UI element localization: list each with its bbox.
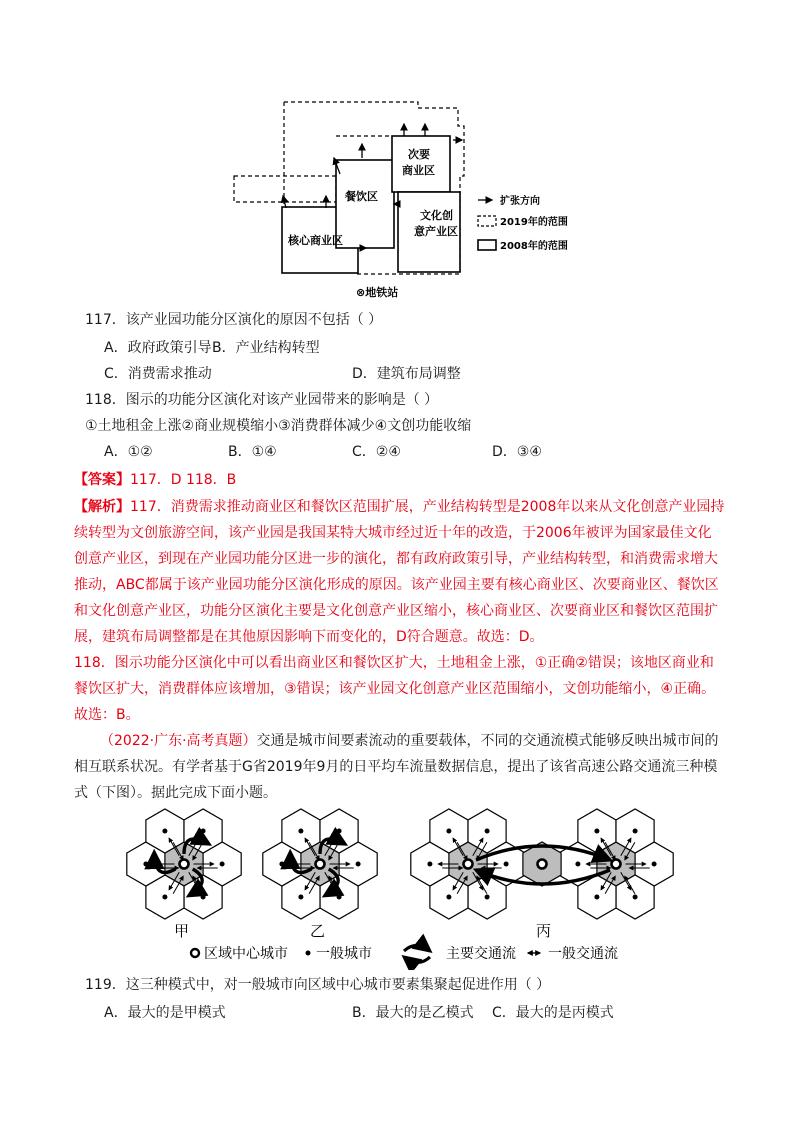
q117-stem: 117．该产业园功能分区演化的原因不包括（ ） bbox=[85, 312, 383, 328]
analysis-line-5: 和文化创意产业区，功能分区演化主要是文化创意产业区缩小，核心商业区、次要商业区和餐饮区范围扩 bbox=[74, 603, 718, 619]
pattern-bing-left-general-city bbox=[446, 895, 451, 900]
pattern-bing-left-center-city bbox=[464, 860, 473, 869]
pattern-bing-right-general-city bbox=[633, 895, 638, 900]
legend-general-city: 一般城市 bbox=[316, 946, 372, 962]
q118-stem: 118．图示的功能分区演化对该产业园带来的影响是（ ） bbox=[85, 392, 439, 408]
legend-arrow-label: 扩张方向 bbox=[500, 196, 540, 207]
pattern-bing-right-general-city bbox=[594, 829, 599, 834]
pattern-yi-general-city bbox=[337, 895, 342, 900]
legend-center-city: 区域中心城市 bbox=[204, 946, 288, 962]
analysis-line-9: 故选：B。 bbox=[74, 707, 140, 723]
metro-station-label: ⊗地铁站 bbox=[356, 286, 399, 299]
pattern-bing-label: 丙 bbox=[536, 922, 552, 940]
zone-food-label: 餐饮区 bbox=[345, 190, 378, 203]
pattern-bing-left-general-city bbox=[446, 829, 451, 834]
analysis-text-1: 117．消费需求推动商业区和餐饮区范围扩展，产业结构转型是2008年以来从文化创意产业园持 bbox=[130, 499, 725, 515]
main-flow-legend-icon bbox=[404, 946, 430, 963]
answer-tag: 【答案】 bbox=[74, 472, 130, 488]
answer-text: 117．D 118．B bbox=[130, 472, 237, 488]
q117-option-a[interactable]: A．政府政策引导 bbox=[104, 340, 212, 356]
pattern-bing-left-general-city bbox=[427, 862, 432, 867]
q119-option-a[interactable]: A．最大的是甲模式 bbox=[104, 1005, 226, 1021]
zone-creative-label-1: 文化创 bbox=[420, 209, 453, 222]
q119-option-c[interactable]: C．最大的是丙模式 bbox=[492, 1005, 614, 1021]
answer-line bbox=[74, 470, 236, 490]
zone-sub-commercial-label-1: 次要 bbox=[408, 148, 430, 161]
legend-2019-label: 2019年的范围 bbox=[500, 217, 568, 228]
pattern-jia-center-city bbox=[180, 860, 189, 869]
q117-option-d[interactable]: D．建筑布局调整 bbox=[352, 366, 461, 382]
legend-minor-flow: 一般交通流 bbox=[548, 946, 618, 962]
intro-line-2: 相互联系状况。有学者基于G省2019年9月的日平均车流量数据信息，提出了该省高速公路交通流三种模 bbox=[74, 759, 718, 775]
pattern-bing-right-general-city bbox=[594, 895, 599, 900]
q119-stem: 119．这三种模式中，对一般城市向区域中心城市要素集聚起促进作用（ ） bbox=[85, 977, 551, 993]
industrial-park-zoning-map bbox=[228, 96, 578, 301]
pattern-yi-general-city bbox=[298, 895, 303, 900]
pattern-jia-general-city bbox=[162, 829, 167, 834]
pattern-bing-middle-city bbox=[538, 860, 547, 869]
legend-2008-label: 2008年的范围 bbox=[500, 241, 568, 252]
pattern-bing-left-general-city bbox=[485, 829, 490, 834]
pattern-jia-general-city bbox=[162, 895, 167, 900]
pattern-yi-general-city bbox=[356, 862, 361, 867]
analysis-line-7: 118．图示功能分区演化中可以看出商业区和餐饮区扩大，土地租金上涨，①正确②错误；该地区商业和 bbox=[74, 655, 714, 671]
pattern-bing-right-general-city bbox=[575, 862, 580, 867]
traffic-flow-pattern-figure bbox=[116, 800, 686, 970]
analysis-line-3: 创意产业区，到现在产业园功能分区进一步的演化，都有政府政策引导，产业结构转型，和消费需求增大 bbox=[74, 551, 718, 567]
pattern-bing-right-general-city bbox=[633, 829, 638, 834]
pattern-yi-general-city bbox=[279, 862, 284, 867]
zone-sub-commercial-label-2: 商业区 bbox=[402, 164, 435, 177]
analysis-line-2: 续转型为文创旅游空间，该产业园是我国某特大城市经过近十年的改造，于2006年被评为国家最佳文化 bbox=[74, 525, 712, 541]
pattern-bing-right-center-city bbox=[612, 860, 621, 869]
intro-text-1: 交通是城市间要素流动的重要载体，不同的交通流模式能够反映出城市间的 bbox=[256, 733, 719, 749]
q118-items: ①土地租金上涨②商业规模缩小③消费群体减少④文创功能收缩 bbox=[85, 418, 472, 434]
pattern-bing-left-general-city bbox=[485, 895, 490, 900]
pattern-yi-general-city bbox=[298, 829, 303, 834]
pattern-jia-general-city bbox=[143, 862, 148, 867]
q118-option-c[interactable]: C．②④ bbox=[352, 444, 401, 460]
intro-source: （2022·广东·高考真题） bbox=[100, 733, 257, 749]
intro-line-1 bbox=[100, 731, 719, 751]
q118-option-b[interactable]: B．①④ bbox=[228, 444, 277, 460]
pattern-yi-label: 乙 bbox=[310, 922, 326, 940]
analysis-tag: 【解析】 bbox=[74, 499, 130, 515]
pattern-yi-center-city bbox=[316, 860, 325, 869]
pattern-bing-left-general-city bbox=[504, 862, 509, 867]
q118-option-a[interactable]: A．①② bbox=[104, 444, 153, 460]
intro-line-3: 式（下图）。据此完成下面小题。 bbox=[74, 785, 277, 801]
analysis-line-4: 推动，ABC都属于该产业园功能分区演化形成的原因。该产业园主要有核心商业区、次要商业区、餐饮区 bbox=[74, 577, 719, 593]
pattern-bing-right-general-city bbox=[652, 862, 657, 867]
analysis-line-8: 餐饮区扩大，消费群体应该增加，③错误；该产业园文化创意产业区范围缩小，文创功能缩小，④正确。 bbox=[74, 681, 716, 697]
pattern-yi-general-city bbox=[337, 829, 342, 834]
zone-core-label: 核心商业区 bbox=[288, 234, 343, 247]
zone-creative-label-2: 意产业区 bbox=[414, 225, 458, 238]
pattern-jia-general-city bbox=[201, 895, 206, 900]
pattern-jia-general-city bbox=[220, 862, 225, 867]
pattern-jia-general-city bbox=[201, 829, 206, 834]
q117-option-c[interactable]: C．消费需求推动 bbox=[104, 366, 212, 382]
analysis-line-6: 展，建筑布局调整都是在其他原因影响下而变化的，D符合题意。故选：D。 bbox=[74, 629, 544, 645]
analysis-line-1 bbox=[74, 497, 724, 517]
legend-main-flow: 主要交通流 bbox=[446, 946, 516, 962]
q119-option-b[interactable]: B．最大的是乙模式 bbox=[352, 1005, 474, 1021]
q118-option-d[interactable]: D．③④ bbox=[492, 444, 542, 460]
pattern-jia-label: 甲 bbox=[174, 922, 190, 940]
q117-option-b[interactable]: B．产业结构转型 bbox=[212, 340, 320, 356]
